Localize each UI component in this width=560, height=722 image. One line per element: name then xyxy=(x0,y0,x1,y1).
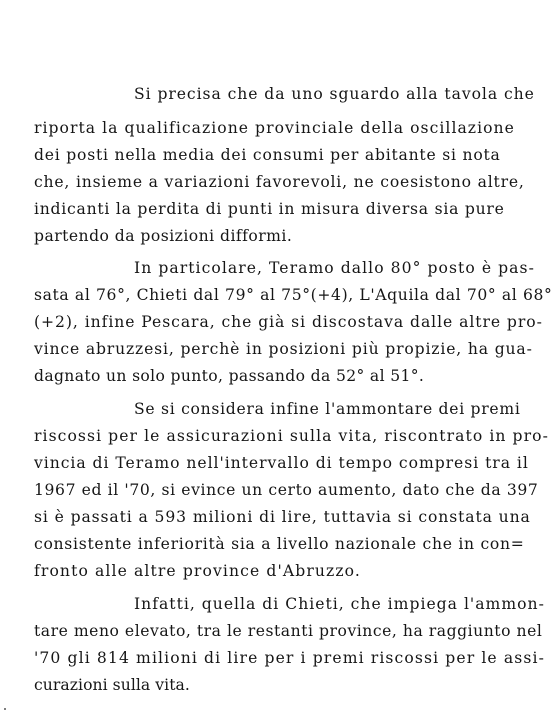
paragraph-2-line-1: In particolare, Teramo dallo 80° posto è pas- xyxy=(134,259,535,277)
paragraph-1-line-4: che, insieme a variazioni favorevoli, ne coesistono altre, xyxy=(34,173,525,191)
paragraph-3-line-3: vincia di Teramo nell'intervallo di tempo compresi tra il xyxy=(34,454,529,472)
paragraph-2-line-5: dagnato un solo punto, passando da 52° al 51°. xyxy=(34,367,425,385)
paragraph-3-line-5: si è passati a 593 milioni di lire, tuttavia si constata una xyxy=(34,508,531,526)
paragraph-2-line-4: vince abruzzesi, perchè in posizioni più propizie, ha gua- xyxy=(34,340,533,358)
paragraph-1-line-3: dei posti nella media dei consumi per abitante si nota xyxy=(34,146,501,164)
paragraph-2-line-2: sata al 76°, Chieti dal 79° al 75°(+4), L'Aquila dal 70° al 68° xyxy=(34,286,553,304)
paragraph-1-line-1: Si precisa che da uno sguardo alla tavola che xyxy=(134,85,535,103)
paragraph-4-line-4: curazioni sulla vita. xyxy=(34,676,190,694)
paragraph-3-line-1: Se si considera infine l'ammontare dei premi xyxy=(134,400,521,418)
paragraph-3-line-2: riscossi per le assicurazioni sulla vita, riscontrato in pro- xyxy=(34,427,549,445)
paragraph-3-line-4: 1967 ed il '70, si evince un certo aumento, dato che da 397 xyxy=(34,481,539,499)
paragraph-1-line-5: indicanti la perdita di punti in misura diversa sia pure xyxy=(34,200,505,218)
paragraph-3-line-7: fronto alle altre province d'Abruzzo. xyxy=(34,562,361,580)
paragraph-1-line-6: partendo da posizioni difformi. xyxy=(34,227,293,245)
paragraph-3-line-6: consistente inferiorità sia a livello nazionale che in con= xyxy=(34,535,525,553)
paragraph-4-line-1: Infatti, quella di Chieti, che impiega l'ammon- xyxy=(134,595,545,613)
paragraph-4-line-3: '70 gli 814 milioni di lire per i premi riscossi per le assi- xyxy=(34,649,545,667)
scan-speck xyxy=(4,708,6,710)
paragraph-2-line-3: (+2), infine Pescara, che già si discostava dalle altre pro- xyxy=(34,313,543,331)
paragraph-1-line-2: riporta la qualificazione provinciale della oscillazione xyxy=(34,119,515,137)
paragraph-4-line-2: tare meno elevato, tra le restanti province, ha raggiunto nel xyxy=(34,622,543,640)
